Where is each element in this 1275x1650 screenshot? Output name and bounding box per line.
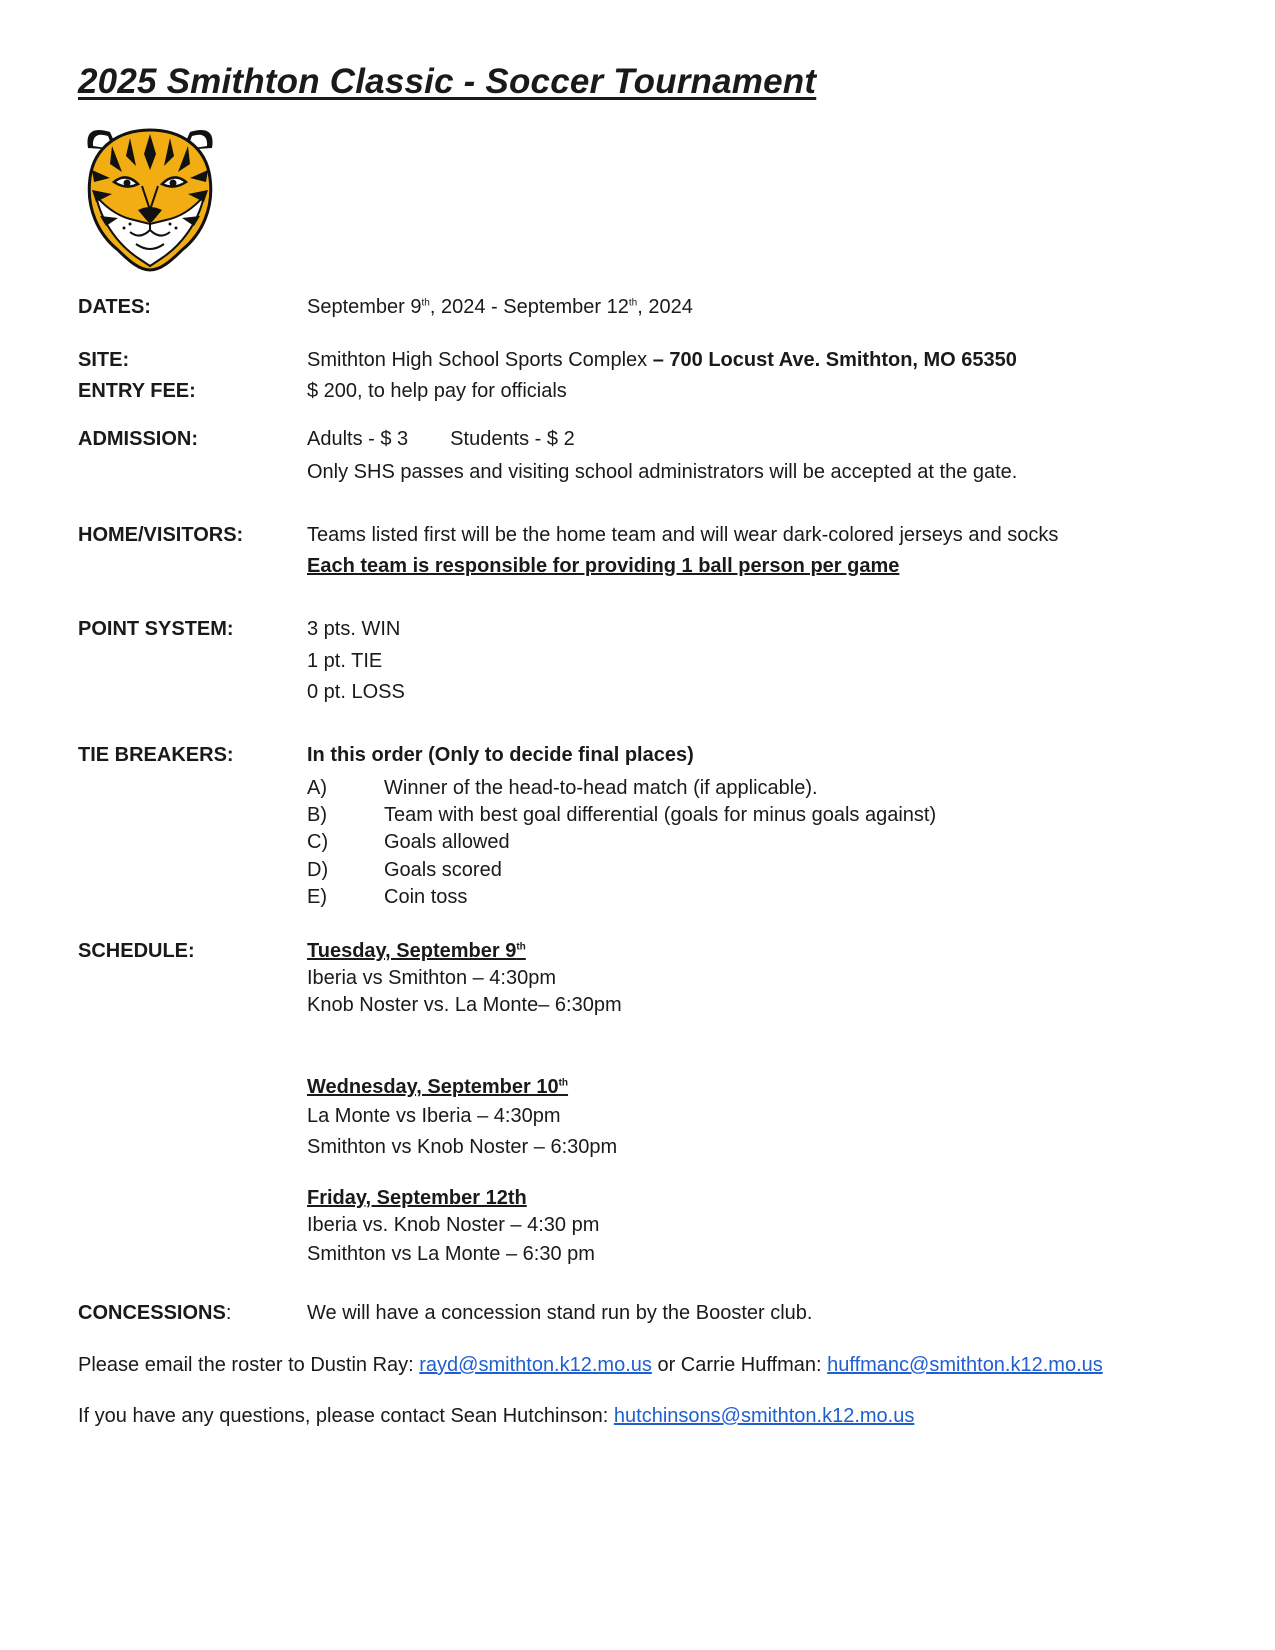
site-value: Smithton High School Sports Complex – 700 Locust Ave. Smithton, MO 65350 (307, 349, 1017, 371)
point-tie: 1 pt. TIE (307, 650, 383, 672)
tie-breaker-letter: B) (307, 804, 327, 826)
admission-note: Only SHS passes and visiting school administrators will be accepted at the gate. (307, 461, 1018, 483)
tie-breaker-text: Goals scored (384, 859, 502, 881)
schedule-game: Smithton vs La Monte – 6:30 pm (307, 1243, 595, 1265)
home-visitors-line2: Each team is responsible for providing 1 ball person per game (307, 555, 900, 577)
questions-line: If you have any questions, please contact Sean Hutchinson: hutchinsons@smithton.k12.mo.us (78, 1405, 915, 1427)
schedule-label: SCHEDULE: (78, 940, 195, 962)
tie-breaker-letter: A) (307, 777, 327, 799)
schedule-day-heading: Tuesday, September 9th (307, 940, 526, 962)
schedule-game: Iberia vs. Knob Noster – 4:30 pm (307, 1214, 600, 1236)
schedule-day-heading: Wednesday, September 10th (307, 1076, 569, 1098)
roster-line: Please email the roster to Dustin Ray: rayd@smithton.k12.mo.us or Carrie Huffman: huffmanc@smithton.k12.mo.us (78, 1354, 1103, 1376)
site-address: – 700 Locust Ave. Smithton, MO 65350 (652, 349, 1017, 371)
site-label: SITE: (78, 349, 130, 371)
dates-label: DATES: (78, 296, 151, 318)
page-title: 2025 Smithton Classic - Soccer Tournament (78, 62, 817, 101)
admission-label: ADMISSION: (78, 428, 198, 450)
point-system-label: POINT SYSTEM: (78, 618, 234, 640)
admission-prices: Adults - $ 3 Students - $ 2 (307, 428, 575, 450)
tie-breaker-letter: D) (307, 859, 329, 881)
tie-breaker-letter: E) (307, 886, 327, 908)
schedule-day-heading: Friday, September 12th (307, 1187, 527, 1209)
tie-breaker-text: Goals allowed (384, 831, 510, 853)
point-win: 3 pts. WIN (307, 618, 401, 640)
home-visitors-line1: Teams listed first will be the home team and will wear dark-colored jerseys and socks (307, 524, 1059, 546)
concessions-value: We will have a concession stand run by the Booster club. (307, 1302, 813, 1324)
email-link-dustin-ray[interactable]: rayd@smithton.k12.mo.us (419, 1354, 652, 1376)
entry-fee-label: ENTRY FEE: (78, 380, 196, 402)
tie-breaker-text: Winner of the head-to-head match (if applicable). (384, 777, 818, 799)
schedule-game: Iberia vs Smithton – 4:30pm (307, 967, 557, 989)
schedule-game: La Monte vs Iberia – 4:30pm (307, 1105, 561, 1127)
concessions-label: CONCESSIONS: (78, 1302, 232, 1324)
email-link-sean-hutchinson[interactable]: hutchinsons@smithton.k12.mo.us (613, 1405, 915, 1427)
home-visitors-label: HOME/VISITORS: (78, 524, 244, 546)
tie-breakers-label: TIE BREAKERS: (78, 744, 234, 766)
tiger-logo-icon (80, 120, 220, 272)
point-loss: 0 pt. LOSS (307, 681, 405, 703)
schedule-game: Knob Noster vs. La Monte– 6:30pm (307, 994, 622, 1016)
tie-breaker-letter: C) (307, 831, 329, 853)
dates-value: September 9th, 2024 - September 12th, 2024 (307, 296, 693, 318)
entry-fee-value: $ 200, to help pay for officials (307, 380, 567, 402)
email-link-carrie-huffman[interactable]: huffmanc@smithton.k12.mo.us (827, 1354, 1103, 1376)
tie-breaker-text: Coin toss (384, 886, 468, 908)
tie-breakers-heading: In this order (Only to decide final places) (307, 744, 694, 766)
schedule-game: Smithton vs Knob Noster – 6:30pm (307, 1136, 618, 1158)
tie-breaker-text: Team with best goal differential (goals for minus goals against) (384, 804, 937, 826)
